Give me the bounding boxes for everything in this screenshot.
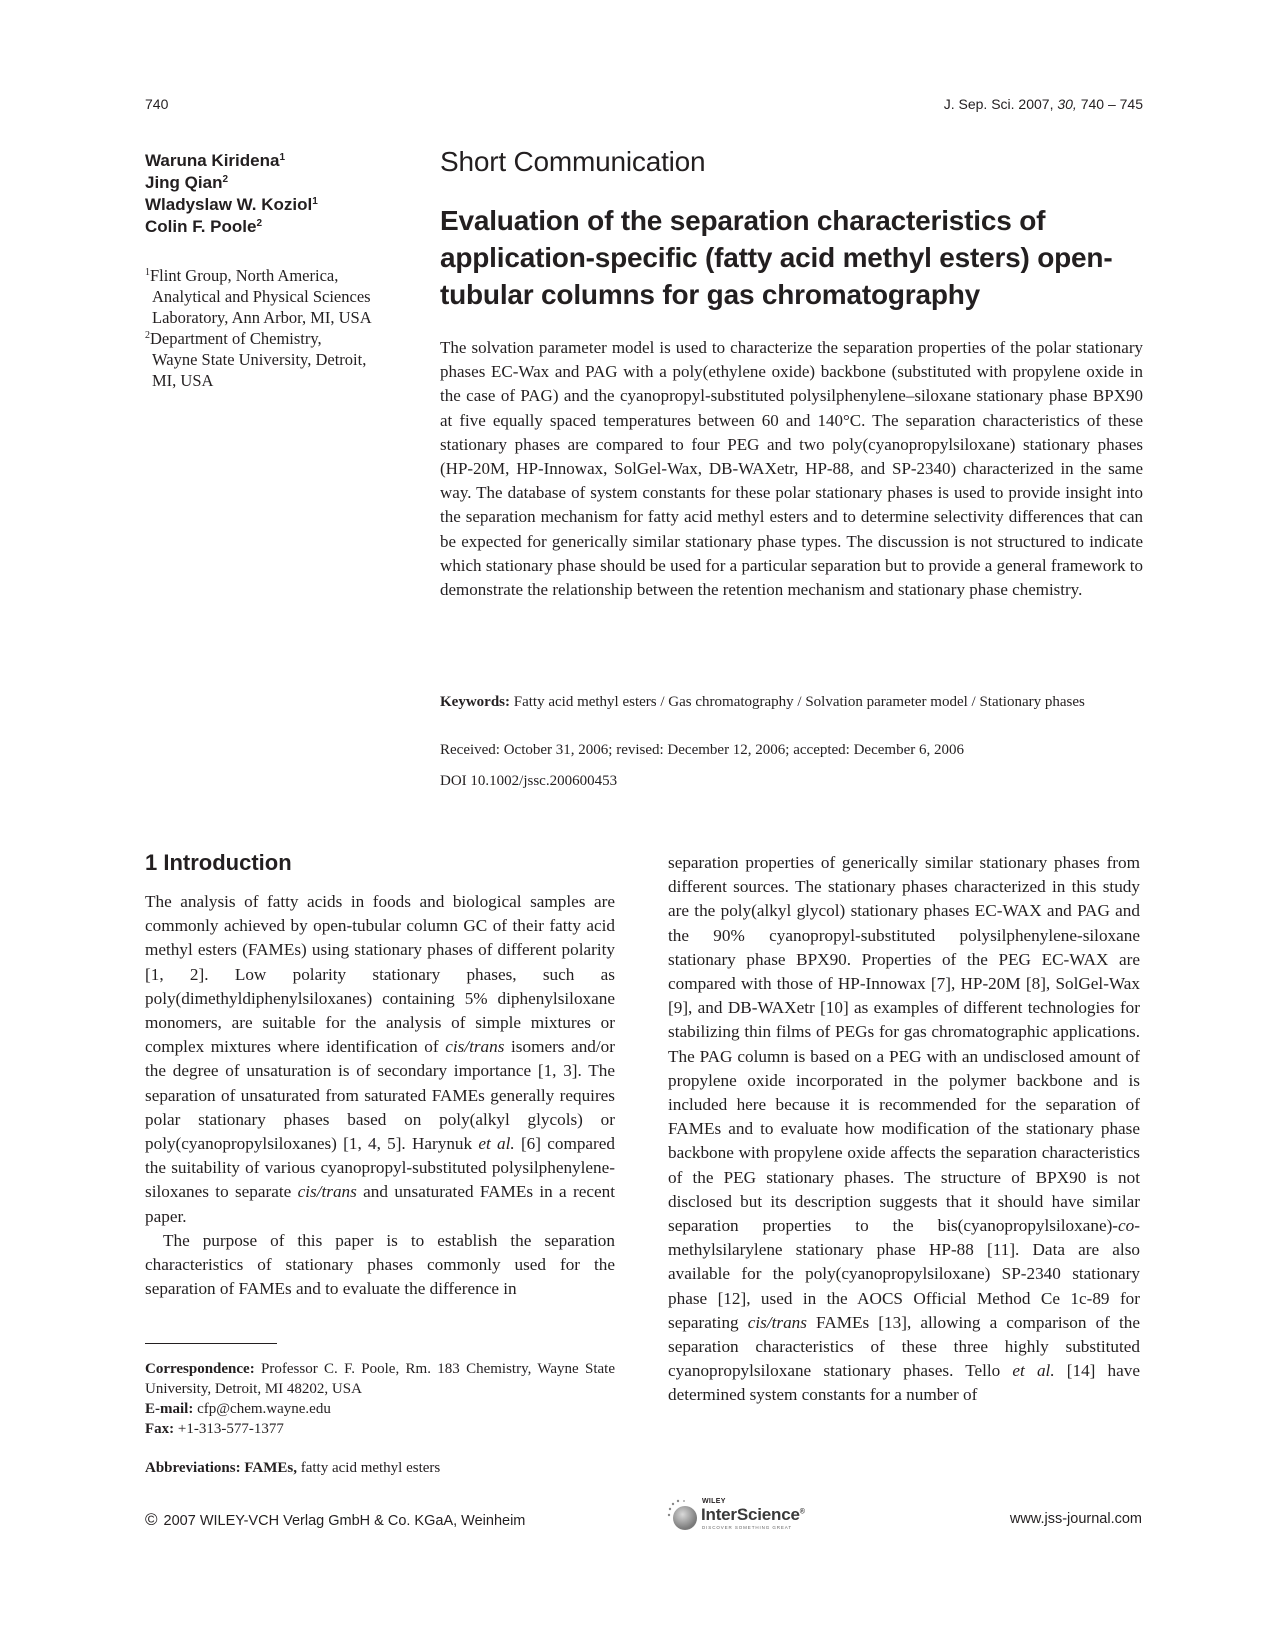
affiliations [145, 265, 410, 391]
affiliation-line: Wayne State University, Detroit, [152, 350, 367, 369]
copyright-icon: © [145, 1510, 158, 1529]
journal-reference: J. Sep. Sci. 2007, 30, 740 – 745 [943, 96, 1143, 112]
footnote-divider [145, 1343, 277, 1344]
logo-name: InterScience® [701, 1505, 805, 1524]
abbreviations-footnote: Abbreviations: FAMEs, fatty acid methyl esters [145, 1460, 441, 1476]
correspondence-fax: Fax: +1-313-577-1377 [145, 1421, 284, 1437]
body-column-left [145, 890, 615, 1301]
author-name: Wladyslaw W. Koziol$^1$ [145, 195, 318, 214]
correspondence-address: Correspondence: Professor C. F. Poole, Rm. 183 Chemistry, Wayne State University, Detroit, MI 48202, USA [145, 1361, 615, 1397]
body-column-right [668, 851, 1140, 1408]
author-name: Colin F. Poole$^2$ [145, 217, 263, 236]
paragraph: The purpose of this paper is to establish the separation characteristics of stationary phases commonly used for the separation of FAMEs and to evaluate the difference in [145, 1230, 615, 1299]
correspondence-footnote [145, 1359, 615, 1439]
affiliation-line: $^1$Flint Group, North America, [145, 266, 339, 285]
logo-wiley-text: WILEY [702, 1498, 726, 1505]
paragraph: The analysis of fatty acids in foods and biological samples are commonly achieved by open-tubular column GC of their fatty acid methyl esters (FAMEs) using stationary phases of different polarity [1, 2]. Low polarity stationary phases, such as poly(dimethyldiphenylsiloxanes) containing 5% diphenylsiloxane monomers, are suitable for the analysis of simple mixtures or complex mixtures where identification of cis/trans isomers and/or the degree of unsaturation is of secondary importance [1, 3]. The separation of unsaturated from saturated FAMEs generally requires polar stationary phases based on poly(alkyl glycols) or poly(cyanopropylsiloxanes) [1, 4, 5]. Harynuk et al. [6] compared the suitability of various cyanopropyl-substituted polysilphenylene-siloxanes to separate cis/trans and unsaturated FAMEs in a recent paper. [145, 892, 615, 1226]
interscience-logo [666, 1498, 816, 1534]
affiliation-line: Analytical and Physical Sciences [152, 287, 371, 306]
author-name: Waruna Kiridena$^1$ [145, 151, 286, 170]
affiliation-line: Laboratory, Ann Arbor, MI, USA [152, 308, 372, 327]
author-name: Jing Qian$^2$ [145, 173, 229, 192]
logo-tagline: DISCOVER SOMETHING GREAT [702, 1525, 793, 1530]
journal-website[interactable]: www.jss-journal.com [1009, 1511, 1142, 1527]
page-number: 740 [145, 96, 169, 112]
keywords: Keywords: Fatty acid methyl esters / Gas chromatography / Solvation parameter model / Stationary phases [440, 694, 1085, 710]
paragraph: separation properties of generically similar stationary phases from different sources. The stationary phases characterized in this study are the poly(alkyl glycol) stationary phases EC-WAX and PAG and the 90% cyanopropyl-substituted polysilphenylene-siloxane stationary phase BPX90. Properties of the PEG EC-WAX are compared with those of HP-Innowax [7], HP-20M [8], SolGel-Wax [9], and DB-WAXetr [10] as examples of different technologies for stabilizing thin films of PEGs for gas chromatographic applications. The PAG column is based on a PEG with an undisclosed amount of propylene oxide incorporated in the polymer backbone and is included here because it is recommended for the separation of FAMEs and to evaluate how modification of the stationary phase backbone with propylene oxide affects the separation characteristics of the PEG stationary phases. The structure of BPX90 is not disclosed but its description suggests that it should have similar separation properties to the bis(cyanopropylsiloxane)-co-methylsilarylene stationary phase HP-88 [11]. Data are also available for the poly(cyanopropylsiloxane) SP-2340 stationary phase [12], used in the AOCS Official Method Ce 1c-89 for separating cis/trans FAMEs [13], allowing a comparison of the separation characteristics of these three highly substituted cyanopropylsiloxane stationary phases. Tello et al. [14] have determined system constants for a number of [668, 853, 1140, 1405]
section-heading: 1 Introduction [145, 850, 292, 875]
abstract: The solvation parameter model is used to characterize the separation properties of the polar stationary phases EC-Wax and PAG with a poly(ethylene oxide) backbone (substituted with propylene oxide in the case of PAG) and the cyanopropyl-substituted polysilphenylene–siloxane stationary phase BPX90 at five equally spaced temperatures between 60 and 140°C. The separation characteristics of these stationary phases are compared to four PEG and two poly(cyanopropylsiloxane) stationary phases (HP-20M, HP-Innowax, SolGel-Wax, DB-WAXetr, HP-88, and SP-2340) characterized in the same way. The database of system constants for these polar stationary phases is used to provide insight into the separation mechanism for fatty acid methyl esters and to determine selectivity differences that can be expected for generically similar stationary phase types. The discussion is not structured to indicate which stationary phase should be used for a particular separation but to provide a general framework to demonstrate the relationship between the retention mechanism and stationary phase chemistry. [440, 338, 1143, 600]
affiliation-line: MI, USA [152, 371, 214, 390]
article-type: Short Communication [440, 146, 706, 177]
received-dates: Received: October 31, 2006; revised: December 12, 2006; accepted: December 6, 2006 [440, 742, 964, 758]
globe-icon [666, 1499, 700, 1533]
doi: DOI 10.1002/jssc.200600453 [440, 773, 618, 789]
author-list [145, 150, 405, 238]
article-title: Evaluation of the separation characteristics of application-specific (fatty acid methyl esters) open-tubular columns for gas chromatography [440, 205, 1113, 310]
copyright-notice: © 2007 WILEY-VCH Verlag GmbH & Co. KGaA, Weinheim [145, 1510, 526, 1529]
correspondence-email: E-mail: cfp@chem.wayne.edu [145, 1401, 331, 1417]
affiliation-line: $^2$Department of Chemistry, [145, 329, 322, 348]
